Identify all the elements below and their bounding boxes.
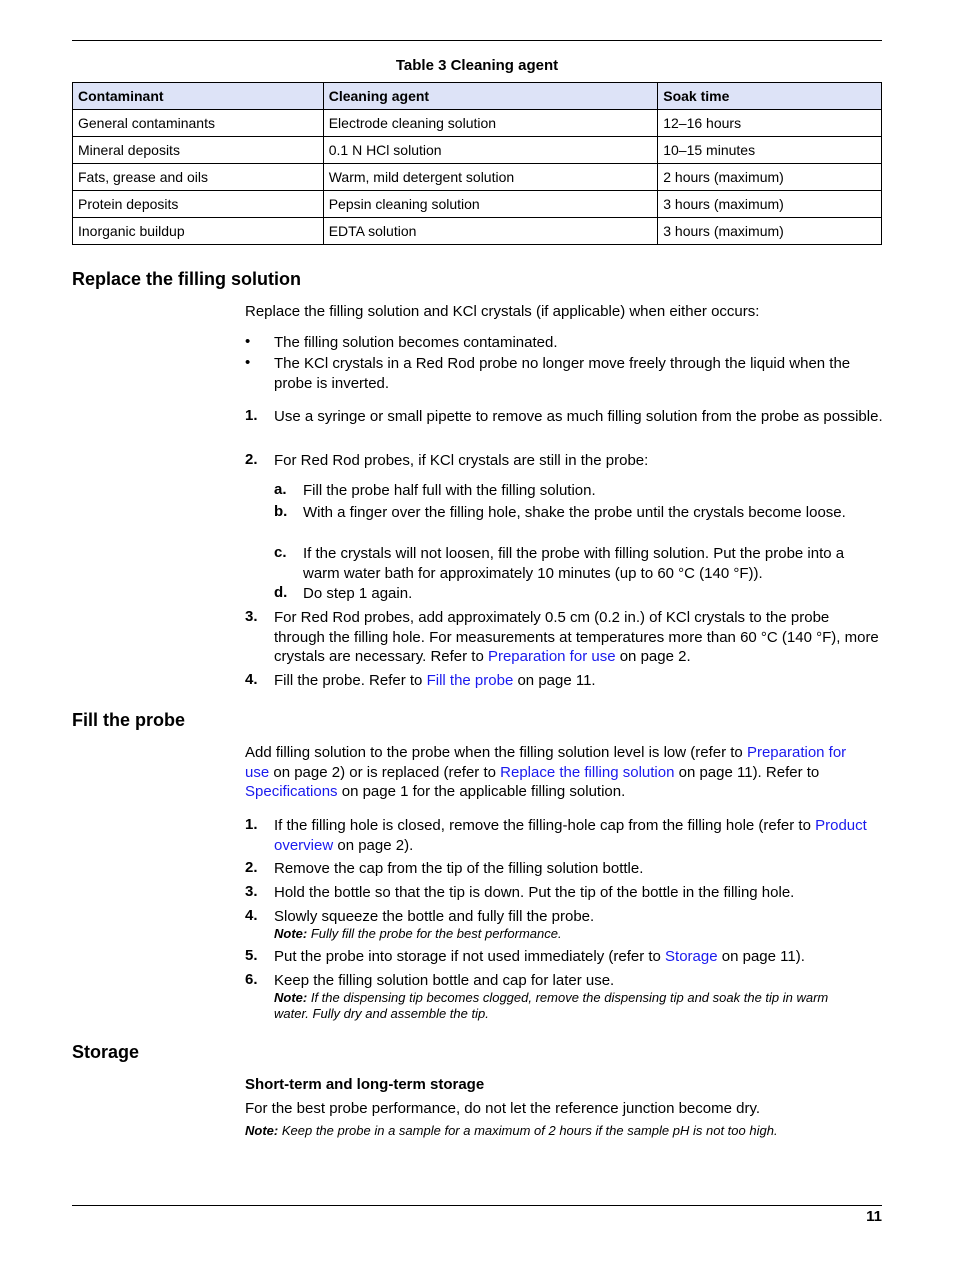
table-cell: 3 hours (maximum) <box>658 218 882 245</box>
fill-step-3: Hold the bottle so that the tip is down. Put the tip of the bottle in the filling hole. <box>274 884 795 901</box>
fill-intro <box>245 743 870 802</box>
table-cell: Fats, grease and oils <box>73 164 324 191</box>
footer-rule <box>72 1205 882 1206</box>
replace-step-1: Use a syringe or small pipette to remove as much filling solution from the probe as possible. <box>274 408 883 425</box>
cleaning-agent-table <box>72 82 882 245</box>
list-item: The filling solution becomes contaminated. <box>274 334 558 351</box>
step-number: 3. <box>245 883 258 900</box>
replace-step-2: For Red Rod probes, if KCl crystals are still in the probe: <box>274 452 649 469</box>
link-preparation-for-use[interactable]: Preparation for use <box>487 648 616 665</box>
step-text: on page 11). <box>717 948 805 965</box>
table-row <box>73 164 882 191</box>
step-number: 1. <box>245 816 258 833</box>
fill-step-6: Keep the filling solution bottle and cap for later use. <box>274 972 615 989</box>
table-cell: Protein deposits <box>73 191 324 218</box>
storage-text: For the best probe performance, do not let the reference junction become dry. <box>245 1100 761 1117</box>
table-cell: Inorganic buildup <box>73 218 324 245</box>
table-cell: Warm, mild detergent solution <box>323 164 658 191</box>
table-caption: Table 3 Cleaning agent <box>395 57 559 74</box>
step-text: on page 11. <box>513 672 596 689</box>
link-preparation-for-use[interactable]: Preparation for use <box>245 744 847 781</box>
fill-step-5 <box>274 947 884 967</box>
step-text: on page 2. <box>615 648 691 665</box>
step-number: 1. <box>245 407 258 424</box>
step-number: 2. <box>245 859 258 876</box>
header-rule <box>72 40 882 41</box>
table-cell: 12–16 hours <box>658 110 882 137</box>
substep-label: d. <box>274 584 288 601</box>
table-cell: 3 hours (maximum) <box>658 191 882 218</box>
table-cell: EDTA solution <box>323 218 658 245</box>
intro-text: Add filling solution to the probe when the filling solution level is low (refer to <box>245 744 747 761</box>
link-storage[interactable]: Storage <box>665 948 718 965</box>
note-label: Note: <box>274 926 308 941</box>
bullet-marker: • <box>245 354 251 371</box>
page-number: 11 <box>866 1208 882 1225</box>
note-label: Note: <box>274 990 308 1005</box>
step-number: 4. <box>245 907 258 924</box>
step-number: 3. <box>245 608 258 625</box>
table-row <box>73 110 882 137</box>
table-cell: Mineral deposits <box>73 137 324 164</box>
step-number: 2. <box>245 451 258 468</box>
substep-label: a. <box>274 481 287 498</box>
replace-substep-a: Fill the probe half full with the filling solution. <box>303 482 596 499</box>
replace-step-4 <box>274 671 884 691</box>
section-heading-storage: Storage <box>72 1042 140 1062</box>
step-number: 5. <box>245 947 258 964</box>
table-cell: 2 hours (maximum) <box>658 164 882 191</box>
replace-substep-b: With a finger over the filling hole, shake the probe until the crystals become loose. <box>303 504 846 521</box>
note-text: If the dispensing tip becomes clogged, remove the dispensing tip and soak the tip in warm water. Fully dry and assemble the tip. <box>274 990 829 1021</box>
note-label: Note: <box>245 1123 279 1138</box>
replace-intro: Replace the filling solution and KCl crystals (if applicable) when either occurs: <box>245 303 760 320</box>
column-header: Soak time <box>658 83 882 110</box>
table-row <box>73 191 882 218</box>
step-text: on page 2). <box>333 836 414 854</box>
fill-step-2: Remove the cap from the tip of the filling solution bottle. <box>274 860 644 877</box>
replace-substep-d: Do step 1 again. <box>303 585 413 602</box>
fill-step-1 <box>274 816 884 855</box>
replace-substep-c: If the crystals will not loosen, fill the probe with filling solution. Put the probe into a warm water bath for approximately 10 minutes (up to 60 °C (140 °F)). <box>303 545 845 582</box>
step-text: For Red Rod probes, add approximately 0.5 cm (0.2 in.) of KCl crystals to the probe through the filling hole. For measurements at temperatures more than 60 °C (140 °F), more crystals are necessary. Refer to <box>274 609 879 665</box>
link-replace-filling-solution[interactable]: Replace the filling solution <box>500 763 675 781</box>
bullet-marker: • <box>245 333 251 350</box>
table-row <box>73 218 882 245</box>
table-cell: Pepsin cleaning solution <box>323 191 658 218</box>
link-product-overview[interactable]: Product overview <box>274 817 867 854</box>
note-text: Fully fill the probe for the best performance. <box>310 926 562 941</box>
table-row <box>73 137 882 164</box>
table-cell: Electrode cleaning solution <box>323 110 658 137</box>
intro-text: on page 2) or is replaced (refer to <box>269 763 501 781</box>
fill-step-4: Slowly squeeze the bottle and fully fill the probe. <box>274 908 595 925</box>
fill-step-4-note <box>274 926 884 942</box>
table-cell: 0.1 N HCl solution <box>323 137 658 164</box>
section-heading-replace: Replace the filling solution <box>72 269 302 289</box>
storage-note <box>245 1123 885 1139</box>
step-text: If the filling hole is closed, remove the filling-hole cap from the filling hole (refer to <box>274 817 816 834</box>
link-specifications[interactable]: Specifications <box>245 783 338 800</box>
step-text: Fill the probe. Refer to <box>274 672 427 689</box>
substep-label: b. <box>274 503 288 520</box>
list-item: The KCl crystals in a Red Rod probe no longer move freely through the liquid when the probe is inverted. <box>274 355 851 392</box>
link-fill-the-probe[interactable]: Fill the probe <box>426 672 514 689</box>
column-header: Contaminant <box>73 83 324 110</box>
step-number: 6. <box>245 971 258 988</box>
step-number: 4. <box>245 671 258 688</box>
table-cell: General contaminants <box>73 110 324 137</box>
step-text: Put the probe into storage if not used immediately (refer to <box>274 948 666 965</box>
column-header: Cleaning agent <box>323 83 658 110</box>
table-header-row <box>73 83 882 110</box>
replace-step-3 <box>274 608 884 667</box>
substep-label: c. <box>274 544 287 561</box>
note-text: Keep the probe in a sample for a maximum of 2 hours if the sample pH is not too high. <box>281 1123 778 1138</box>
table-cell: 10–15 minutes <box>658 137 882 164</box>
intro-text: on page 11). Refer to <box>674 763 820 781</box>
intro-text: on page 1 for the applicable filling solution. <box>337 783 626 800</box>
section-heading-fill: Fill the probe <box>72 710 186 730</box>
fill-step-6-note <box>274 990 864 1022</box>
storage-subheading: Short-term and long-term storage <box>245 1076 485 1093</box>
